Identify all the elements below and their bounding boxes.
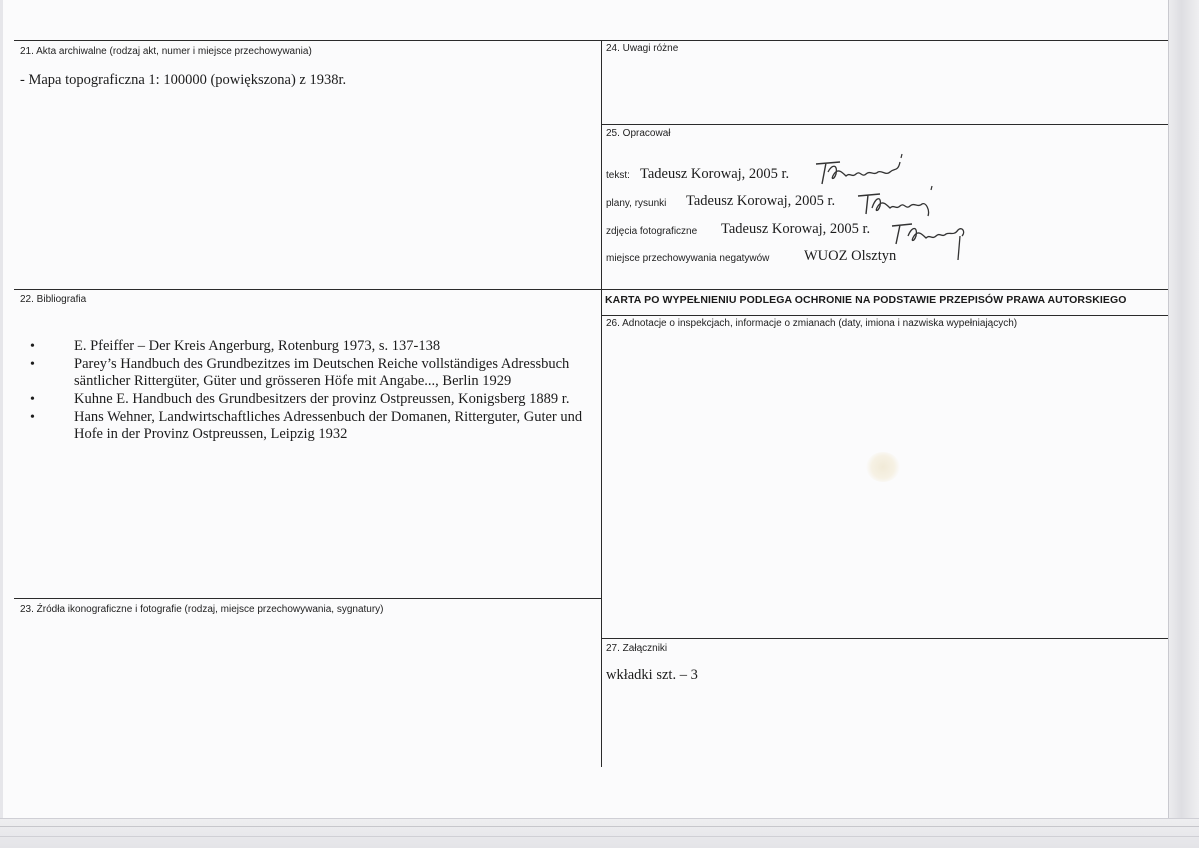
zdjecia-label: zdjęcia fotograficzne bbox=[606, 226, 698, 237]
section-21-content: - Mapa topograficzna 1: 100000 (powiększona) z 1938r. bbox=[20, 72, 347, 88]
bullet: • bbox=[30, 410, 35, 425]
bibliography-text: Kuhne E. Handbuch des Grundbesitzers der provinz Ostpreussen, Konigsberg 1889 r. bbox=[74, 391, 570, 407]
bibliography-item bbox=[30, 409, 590, 443]
rule-26 bbox=[601, 315, 1175, 316]
bibliography-text: Hans Wehner, Landwirtschaftliches Adressenbuch der Domanen, Ritterguter, Guter und Hofe in der Provinz Ostpreussen, Leipzig 1932 bbox=[74, 409, 583, 442]
tekst-label: tekst: bbox=[606, 170, 630, 181]
page-edge-bottom bbox=[0, 818, 1199, 848]
bullet: • bbox=[30, 392, 35, 407]
rule-23 bbox=[14, 598, 601, 599]
plany-label: plany, rysunki bbox=[606, 198, 667, 209]
bibliography-list bbox=[30, 338, 590, 444]
section-26-label: 26. Adnotacje o inspekcjach, informacje o zmianach (daty, imiona i nazwiska wypełniających) bbox=[606, 318, 1018, 329]
bibliography-text: Parey’s Handbuch des Grundbezitzes im Deutschen Reiche vollständiges Adressbuch säntlicher Rittergüter, Güter und grösseren Höfe mit Angabe..., Berlin 1929 bbox=[74, 356, 570, 389]
bibliography-item bbox=[30, 338, 590, 355]
page-edge-right bbox=[1168, 0, 1199, 847]
section-27-content: wkładki szt. – 3 bbox=[606, 667, 698, 683]
page-edge-left bbox=[0, 0, 3, 847]
zdjecia-value: Tadeusz Korowaj, 2005 r. bbox=[721, 221, 871, 237]
center-divider bbox=[601, 40, 602, 767]
bibliography-item bbox=[30, 356, 590, 390]
section-27-label: 27. Załączniki bbox=[606, 643, 668, 654]
rule-25 bbox=[601, 124, 1175, 125]
page-edge-line bbox=[0, 826, 1199, 827]
bibliography-text: E. Pfeiffer – Der Kreis Angerburg, Rotenburg 1973, s. 137-138 bbox=[74, 338, 441, 354]
section-25-label: 25. Opracował bbox=[606, 128, 671, 139]
section-21-label: 21. Akta archiwalne (rodzaj akt, numer i miejsce przechowywania) bbox=[20, 46, 312, 57]
bibliography-item bbox=[30, 391, 590, 408]
paper-stain bbox=[866, 452, 900, 482]
section-24-label: 24. Uwagi różne bbox=[606, 43, 679, 54]
rule-notice bbox=[601, 289, 1175, 290]
bullet: • bbox=[30, 339, 35, 354]
tekst-value: Tadeusz Korowaj, 2005 r. bbox=[640, 166, 790, 182]
copyright-notice: KARTA PO WYPEŁNIENIU PODLEGA OCHRONIE NA PODSTAWIE PRZEPISÓW PRAWA AUTORSKIEGO bbox=[605, 294, 1127, 306]
rule-27 bbox=[601, 638, 1175, 639]
signature-3 bbox=[888, 212, 978, 262]
rule-22 bbox=[14, 289, 601, 290]
plany-value: Tadeusz Korowaj, 2005 r. bbox=[686, 193, 836, 209]
miejsce-value: WUOZ Olsztyn bbox=[804, 248, 897, 264]
miejsce-label: miejsce przechowywania negatywów bbox=[606, 253, 770, 264]
section-22-label: 22. Bibliografia bbox=[20, 294, 87, 305]
section-23-label: 23. Źródła ikonograficzne i fotografie (rodzaj, miejsce przechowywania, sygnatury) bbox=[20, 604, 384, 615]
top-rule bbox=[14, 40, 1175, 41]
page-edge-line bbox=[0, 836, 1199, 837]
bullet: • bbox=[30, 357, 35, 372]
